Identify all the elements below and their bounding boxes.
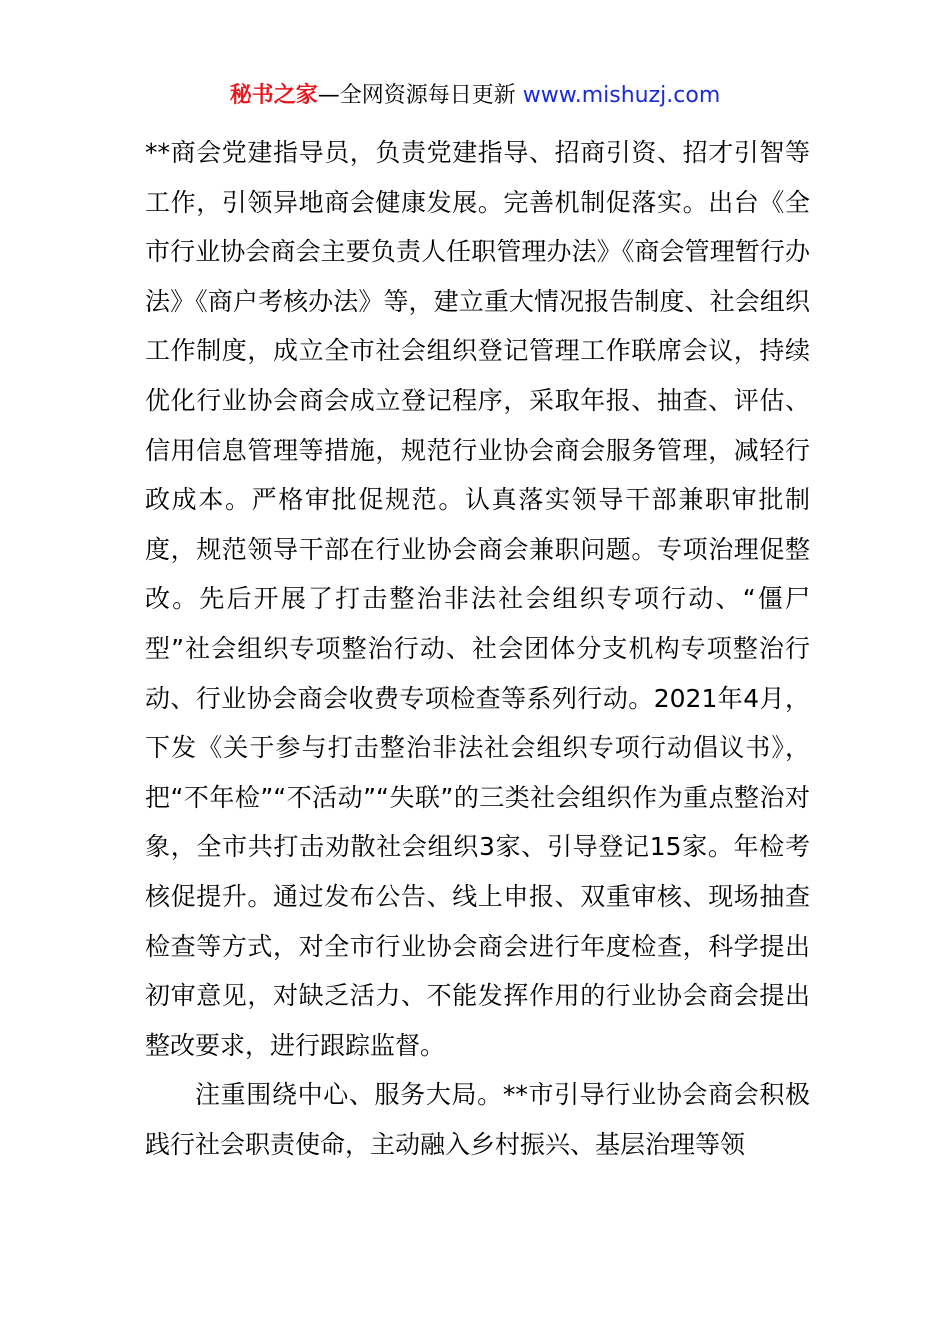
paragraph-1: **商会党建指导员，负责党建指导、招商引资、招才引智等工作，引领异地商会健康发展。完善机制促落实。出台《全市行业协会商会主要负责人任职管理办法》《商会管理暂行办法》《商户考核办法》等，建立重大情况报告制度、社会组织工作制度，成立全市社会组织登记管理工作联席会议，持续优化行业协会商会成立登记程序，采取年报、抽查、评估、信用信息管理等措施，规范行业协会商会服务管理，减轻行政成本。严格审批促规范。认真落实领导干部兼职审批制度，规范领导干部在行业协会商会兼职问题。专项治理促整改。先后开展了打击整治非法社会组织专项行动、“僵尸型”社会组织专项整治行动、社会团体分支机构专项整治行动、行业协会商会收费专项检查等系列行动。2021年4月，下发《关于参与打击整治非法社会组织专项行动倡议书》，把“不年检”“不活动”“失联”的三类社会组织作为重点整治对象，全市共打击劝散社会组织3家、引导登记15家。年检考核促提升。通过发布公告、线上申报、双重审核、现场抽查检查等方式，对全市行业协会商会进行年度检查，科学提出初审意见，对缺乏活力、不能发挥作用的行业协会商会提出整改要求，进行跟踪监督。 bbox=[145, 138, 810, 1060]
site-header bbox=[0, 80, 950, 112]
site-tagline: —全网资源每日更新 bbox=[317, 83, 523, 108]
site-brand: 秘书之家 bbox=[229, 83, 318, 108]
document-body bbox=[145, 128, 810, 1169]
site-url-link[interactable]: www.mishuzj.com bbox=[522, 83, 721, 108]
paragraph-2: 注重围绕中心、服务大局。**市引导行业协会商会积极践行社会职责使命，主动融入乡村振兴、基层治理等领 bbox=[145, 1080, 810, 1159]
